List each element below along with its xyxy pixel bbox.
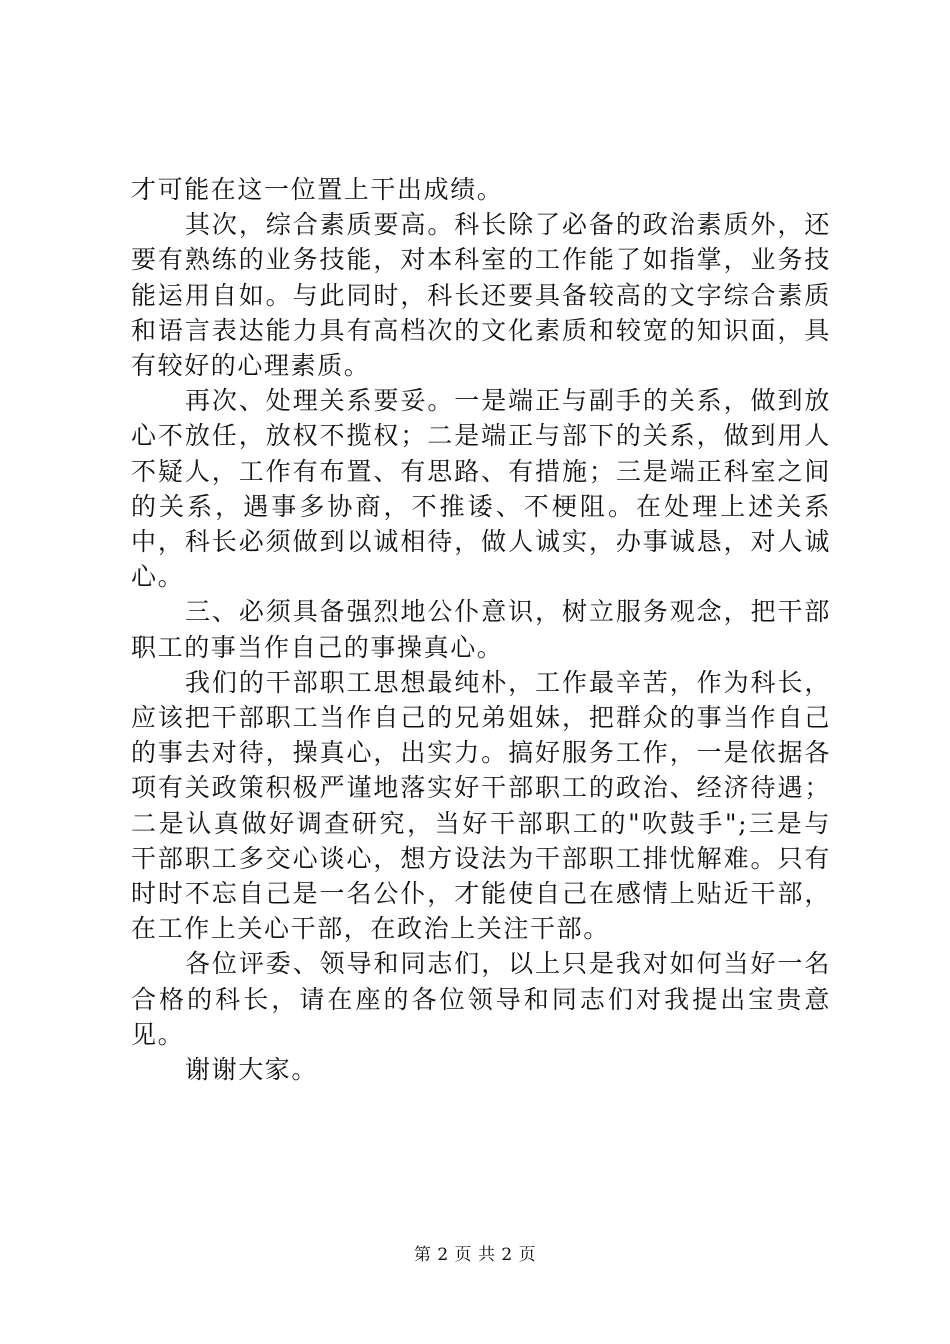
paragraph-relationships: 再次、处理关系要妥。一是端正与副手的关系，做到放心不放任，放权不揽权；二是端正与部下的关系，做到用人不疑人，工作有布置、有思路、有措施；三是端正科室之间的关系，遇事多协商，不推诿、不梗阻。在处理上述关系中，科长必须做到以诚相待，做人诚实，办事诚恳，对人诚心。 <box>131 386 831 592</box>
paragraph-comprehensive-quality: 其次，综合素质要高。科长除了必备的政治素质外，还要有熟练的业务技能，对本科室的工作能了如指掌，业务技能运用自如。与此同时，科长还要具备较高的文字综合素质和语言表达能力具有高档次的文化素质和较宽的知识面，具有较好的心理素质。 <box>131 210 831 381</box>
paragraph-public-servant-heading: 三、必须具备强烈地公仆意识，树立服务观念，把干部职工的事当作自己的事操真心。 <box>131 597 831 662</box>
paragraph-closing-remarks: 各位评委、领导和同志们，以上只是我对如何当好一名合格的科长，请在座的各位领导和同志们对我提出宝贵意见。 <box>131 949 831 1049</box>
paragraph-continuation: 才可能在这一位置上干出成绩。 <box>131 175 504 204</box>
paragraph-service-work: 我们的干部职工思想最纯朴，工作最辛苦，作为科长，应该把干部职工当作自己的兄弟姐妹，把群众的事当作自己的事去对待，操真心，出实力。搞好服务工作，一是依据各项有关政策积极严谨地落实好干部职工的政治、经济待遇；二是认真做好调查研究，当好干部职工的"吹鼓手";三是与干部职工多交心谈心，想方设法为干部职工排忧解难。只有时时不忘自己是一名公仆，才能使自己在感情上贴近干部，在工作上关心干部，在政治上关注干部。 <box>131 667 831 944</box>
paragraph-thanks: 谢谢大家。 <box>185 1055 319 1085</box>
page-number-footer: 第 2 页 共 2 页 <box>413 1245 537 1265</box>
document-body <box>131 172 831 1087</box>
